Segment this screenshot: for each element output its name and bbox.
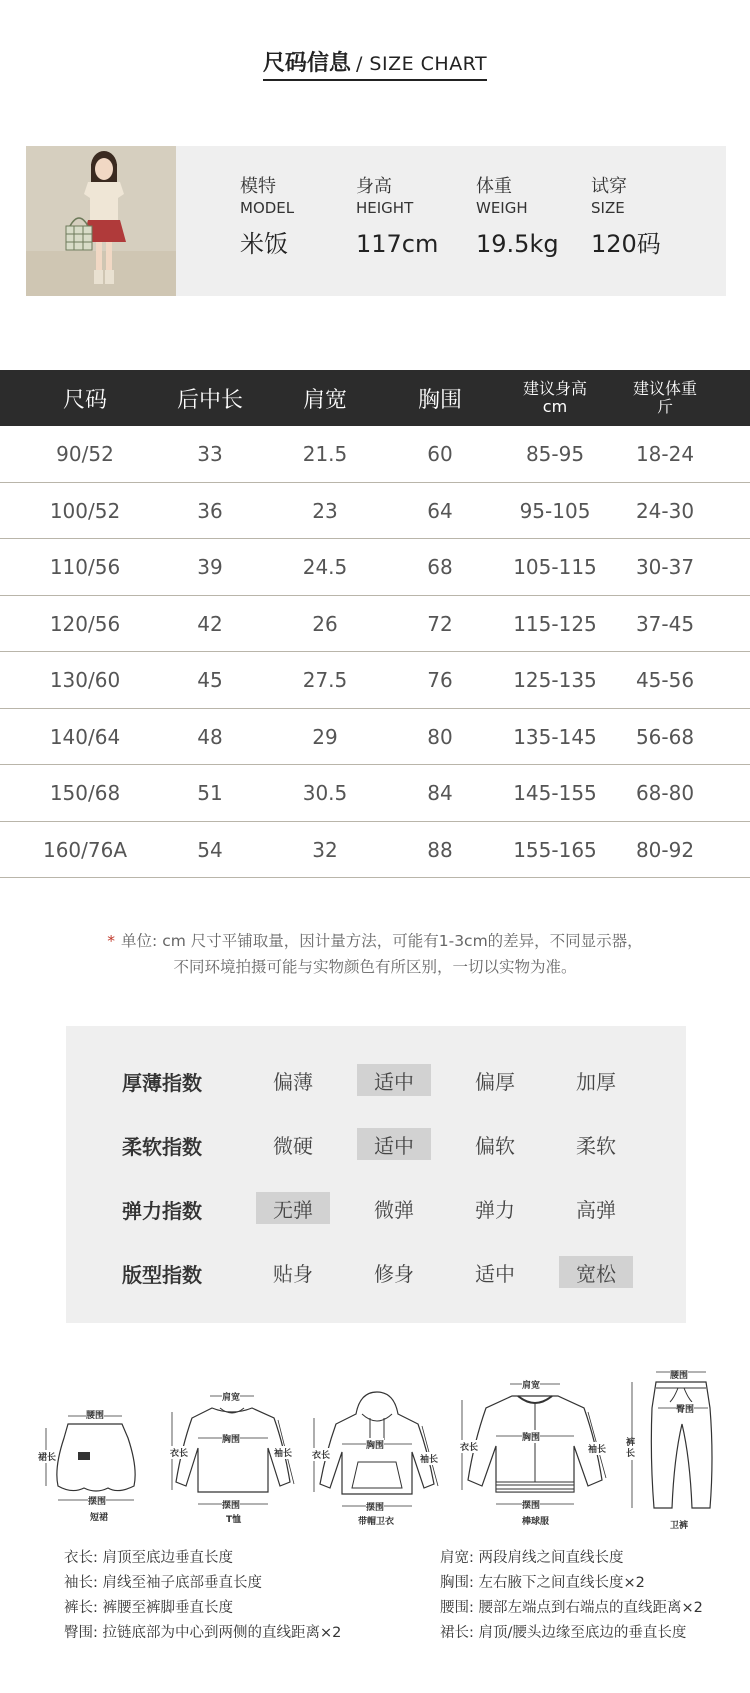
definition-item: 腰围: 腰部左端点到右端点的直线距离×2 xyxy=(440,1600,703,1616)
definition-item: 裤长: 裤腰至裤脚垂直长度 xyxy=(64,1600,233,1616)
page-title xyxy=(0,46,750,81)
cell-back-length: 51 xyxy=(197,781,223,805)
model-height-col xyxy=(356,176,438,258)
index-option: 偏厚 xyxy=(475,1069,515,1094)
definition-item: 袖长: 肩线至袖子底部垂直长度 xyxy=(64,1575,262,1591)
cell-size: 120/56 xyxy=(49,611,121,636)
cell-chest: 68 xyxy=(427,555,453,579)
size-label-cn: 试穿 xyxy=(591,176,627,197)
table-row xyxy=(0,765,750,822)
cell-suggested-weight: 45-56 xyxy=(635,668,695,692)
tshirt-length-label: 衣长 xyxy=(170,1446,188,1459)
table-row xyxy=(0,652,750,709)
tshirt-diagram xyxy=(170,1386,300,1525)
jacket-hem-label: 摆围 xyxy=(522,1498,540,1511)
pants-caption: 卫裤 xyxy=(670,1521,689,1531)
skirt-hem-label: 摆围 xyxy=(88,1494,106,1507)
header-suggested-height: 建议身高 cm xyxy=(522,379,587,416)
title-chinese: 尺码信息 xyxy=(262,51,351,76)
model-name-col xyxy=(240,176,294,258)
size-label-en: SIZE xyxy=(591,199,625,217)
tshirt-caption: T恤 xyxy=(226,1515,242,1525)
cell-size: 150/68 xyxy=(49,781,121,805)
weight-label-en: WEIGH xyxy=(476,199,528,217)
model-label-cn: 模特 xyxy=(240,176,276,197)
cell-suggested-height: 135-145 xyxy=(513,724,597,749)
cell-chest: 64 xyxy=(427,498,453,523)
cell-back-length: 36 xyxy=(197,498,223,523)
height-label-cn: 身高 xyxy=(356,176,392,197)
cell-suggested-weight: 56-68 xyxy=(635,724,695,749)
skirt-caption: 短裙 xyxy=(90,1513,109,1523)
cell-shoulder: 32 xyxy=(312,837,338,862)
index-label: 版型指数 xyxy=(122,1263,202,1287)
index-label: 柔软指数 xyxy=(122,1135,202,1159)
size-table-header xyxy=(0,370,750,426)
garment-diagrams xyxy=(30,1368,730,1538)
note-star: * xyxy=(107,932,116,950)
hoodie-hem-label: 摆围 xyxy=(366,1500,384,1513)
cell-suggested-height: 95-105 xyxy=(519,498,591,523)
index-option: 微弹 xyxy=(374,1197,414,1222)
cell-size: 100/52 xyxy=(49,498,121,523)
model-info-panel xyxy=(26,146,726,296)
cell-size: 110/56 xyxy=(49,555,121,579)
model-size-col xyxy=(591,176,661,258)
cell-suggested-height: 125-135 xyxy=(513,668,597,692)
definition-item: 衣长: 肩顶至底边垂直长度 xyxy=(64,1550,233,1566)
definition-item: 胸围: 左右腋下之间直线长度×2 xyxy=(440,1575,645,1591)
cell-suggested-height: 85-95 xyxy=(525,442,585,466)
cell-back-length: 54 xyxy=(197,837,223,862)
skirt-diagram xyxy=(38,1408,158,1522)
cell-size: 140/64 xyxy=(49,724,121,749)
index-option: 柔软 xyxy=(576,1133,616,1158)
model-name-value: 米饭 xyxy=(240,230,288,258)
definition-item: 肩宽: 两段肩线之间直线长度 xyxy=(440,1550,624,1566)
jacket-shoulder-label: 肩宽 xyxy=(522,1378,540,1391)
jacket-chest-label: 胸围 xyxy=(522,1430,540,1443)
cell-chest: 72 xyxy=(427,611,453,636)
hoodie-diagram xyxy=(312,1388,442,1527)
index-option: 贴身 xyxy=(273,1261,313,1286)
index-option-selected: 适中 xyxy=(357,1128,431,1160)
weight-label-cn: 体重 xyxy=(476,176,512,197)
cell-shoulder: 26 xyxy=(312,611,338,636)
table-row xyxy=(0,709,750,766)
note-line-2: 不同环境拍摄可能与实物颜色有所区别，一切以实物为准。 xyxy=(173,958,577,976)
header-chest: 胸围 xyxy=(417,387,462,413)
index-option: 偏薄 xyxy=(273,1069,313,1094)
header-back-length: 后中长 xyxy=(176,387,243,413)
header-suggested-weight: 建议体重 斤 xyxy=(632,379,697,416)
height-value: 117cm xyxy=(356,230,439,258)
index-option: 高弹 xyxy=(576,1197,616,1222)
cell-chest: 84 xyxy=(427,781,453,805)
table-row xyxy=(0,539,750,596)
cell-suggested-height: 155-165 xyxy=(513,837,597,862)
height-label-en: HEIGHT xyxy=(356,199,414,217)
cell-chest: 60 xyxy=(427,442,453,466)
cell-suggested-height: 145-155 xyxy=(513,781,597,805)
measurement-note xyxy=(0,928,750,980)
index-label: 弹力指数 xyxy=(122,1199,202,1223)
jacket-diagram xyxy=(460,1376,610,1527)
hoodie-length-label: 衣长 xyxy=(312,1448,330,1461)
cell-suggested-weight: 68-80 xyxy=(635,781,695,805)
index-option: 加厚 xyxy=(576,1069,616,1094)
weight-value: 19.5kg xyxy=(476,230,559,258)
cell-suggested-height: 105-115 xyxy=(513,555,597,579)
index-option: 微硬 xyxy=(273,1133,313,1158)
cell-suggested-weight: 30-37 xyxy=(635,555,695,579)
cell-size: 160/76A xyxy=(42,837,128,862)
cell-back-length: 42 xyxy=(197,611,223,636)
header-size: 尺码 xyxy=(62,387,107,413)
pants-length-label: 裤长 xyxy=(626,1438,638,1460)
index-option: 修身 xyxy=(374,1261,414,1286)
cell-size: 90/52 xyxy=(56,442,114,466)
cell-suggested-weight: 80-92 xyxy=(635,837,695,862)
tshirt-chest-label: 胸围 xyxy=(222,1432,240,1445)
cell-size: 130/60 xyxy=(49,668,121,692)
table-row xyxy=(0,426,750,483)
cell-shoulder: 30.5 xyxy=(302,781,348,805)
jacket-sleeve-label: 袖长 xyxy=(588,1442,606,1455)
tshirt-hem-label: 摆围 xyxy=(222,1498,240,1511)
cell-chest: 88 xyxy=(427,837,453,862)
index-option-selected: 适中 xyxy=(357,1064,431,1096)
header-shoulder: 肩宽 xyxy=(302,387,347,413)
hoodie-sleeve-label: 袖长 xyxy=(420,1452,438,1465)
size-value: 120码 xyxy=(591,230,661,258)
index-option: 偏软 xyxy=(475,1133,515,1158)
title-english: / SIZE CHART xyxy=(355,53,488,75)
table-row xyxy=(0,483,750,540)
definition-item: 裙长: 肩顶/腰头边缘至底边的垂直长度 xyxy=(440,1625,687,1641)
index-option: 适中 xyxy=(475,1261,515,1286)
skirt-length-label: 裙长 xyxy=(38,1450,56,1463)
pants-diagram xyxy=(626,1368,726,1532)
cell-suggested-weight: 37-45 xyxy=(635,611,695,636)
cell-suggested-weight: 18-24 xyxy=(635,442,695,466)
table-row xyxy=(0,596,750,653)
cell-shoulder: 24.5 xyxy=(302,555,348,579)
cell-shoulder: 27.5 xyxy=(302,668,348,692)
fabric-index-panel xyxy=(66,1026,686,1323)
tshirt-sleeve-label: 袖长 xyxy=(274,1446,292,1459)
model-photo xyxy=(26,146,176,296)
pants-hip-label: 臀围 xyxy=(676,1402,694,1415)
definition-item: 臀围: 拉链底部为中心到两侧的直线距离×2 xyxy=(64,1625,342,1641)
cell-back-length: 48 xyxy=(197,724,223,749)
tshirt-shoulder-label: 肩宽 xyxy=(222,1390,240,1403)
hoodie-chest-label: 胸围 xyxy=(366,1438,384,1451)
cell-chest: 80 xyxy=(427,724,453,749)
jacket-caption: 棒球服 xyxy=(522,1517,550,1527)
cell-shoulder: 29 xyxy=(312,724,338,749)
model-weight-col xyxy=(476,176,559,258)
pants-waist-label: 腰围 xyxy=(670,1368,688,1381)
model-label-en: MODEL xyxy=(240,199,295,217)
cell-back-length: 45 xyxy=(197,668,223,692)
cell-back-length: 33 xyxy=(197,442,223,466)
note-line-1: 单位: cm 尺寸平铺取量，因计量方法，可能有1-3cm的差异，不同显示器， xyxy=(121,932,643,950)
index-option: 弹力 xyxy=(475,1197,515,1222)
cell-shoulder: 21.5 xyxy=(302,442,348,466)
cell-suggested-weight: 24-30 xyxy=(635,498,695,523)
cell-chest: 76 xyxy=(427,668,453,692)
table-row xyxy=(0,822,750,879)
index-option-selected: 无弹 xyxy=(256,1192,330,1224)
cell-back-length: 39 xyxy=(197,555,223,579)
jacket-length-label: 衣长 xyxy=(460,1440,478,1453)
index-option-selected: 宽松 xyxy=(559,1256,633,1288)
size-table-body xyxy=(0,426,750,878)
hoodie-caption: 带帽卫衣 xyxy=(358,1517,395,1527)
skirt-waist-label: 腰围 xyxy=(86,1408,104,1421)
index-label: 厚薄指数 xyxy=(122,1071,202,1095)
cell-suggested-height: 115-125 xyxy=(513,611,597,636)
cell-shoulder: 23 xyxy=(312,498,338,523)
